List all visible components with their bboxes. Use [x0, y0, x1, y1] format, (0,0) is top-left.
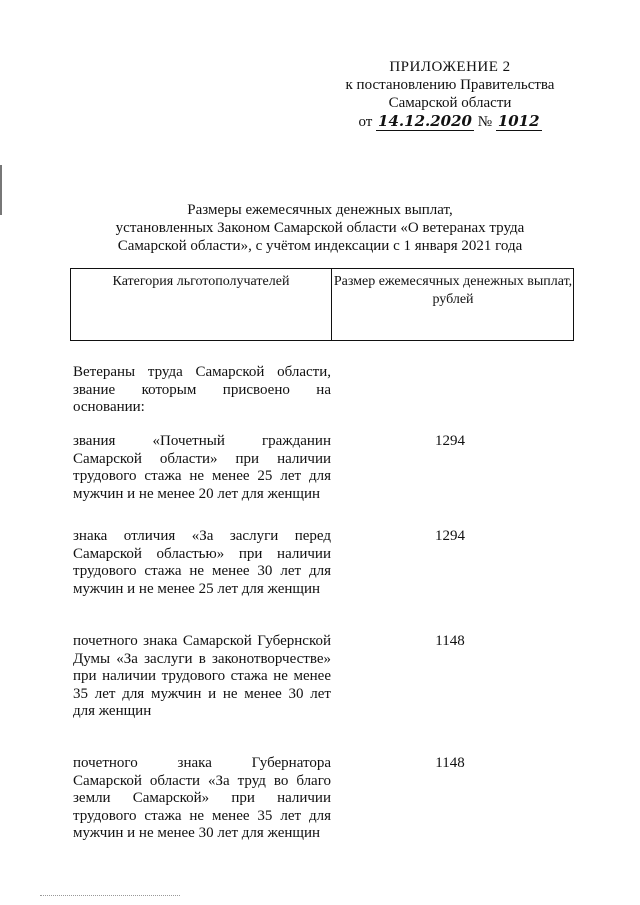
table-row-value: 1294	[435, 433, 465, 449]
header-amount: Размер ежемесячных денежных выплат, рублей	[333, 274, 573, 307]
title-line-3: Самарской области», с учётом индексации с 1 января 2021 года	[117, 238, 523, 254]
table-row-value: 1148	[435, 755, 465, 771]
table-row-value: 1294	[435, 528, 465, 544]
table-row-value: 1148	[435, 633, 465, 649]
title-line-2: установленных Законом Самарской области «О ветеранах труда	[115, 220, 525, 236]
number-prefix: №	[477, 114, 493, 130]
table-row-text: почетного знака Самарской Губернской Думы «За заслуги в законотворчестве» при наличии трудового стажа не менее 35 лет для мужчин и не менее 30 лет для женщин	[73, 633, 331, 719]
appendix-date-line	[330, 112, 570, 131]
handwritten-date: 14.12.2020	[378, 112, 472, 130]
title-line-1: Размеры ежемесячных денежных выплат,	[187, 202, 453, 218]
appendix-block	[330, 58, 570, 131]
appendix-title: ПРИЛОЖЕНИЕ 2	[389, 59, 511, 75]
appendix-line-2: Самарской области	[388, 95, 512, 111]
handwritten-number: 1012	[497, 112, 540, 130]
table-row-text: почетного знака Губернатора Самарской области «За труд во благо земли Самарской» при наличии трудового стажа не менее 35 лет для мужчин и не менее 30 лет для женщин	[73, 755, 331, 841]
document-title	[60, 201, 580, 255]
intro-text: Ветераны труда Самарской области, звание которым присвоено на основании:	[73, 364, 331, 415]
scan-margin-mark	[0, 165, 2, 215]
table-row-text: знака отличия «За заслуги перед Самарской областью» при наличии трудового стажа не менее 30 лет для мужчин и не менее 25 лет для женщин	[73, 528, 331, 597]
table-row-text: звания «Почетный гражданин Самарской области» при наличии трудового стажа не менее 25 лет для мужчин и не менее 20 лет для женщин	[73, 433, 331, 502]
table-header	[70, 268, 574, 341]
date-prefix: от	[358, 114, 373, 130]
appendix-line-1: к постановлению Правительства	[345, 77, 555, 93]
scan-artifact-dots	[40, 895, 180, 897]
header-category: Категория льготополучателей	[112, 274, 290, 289]
